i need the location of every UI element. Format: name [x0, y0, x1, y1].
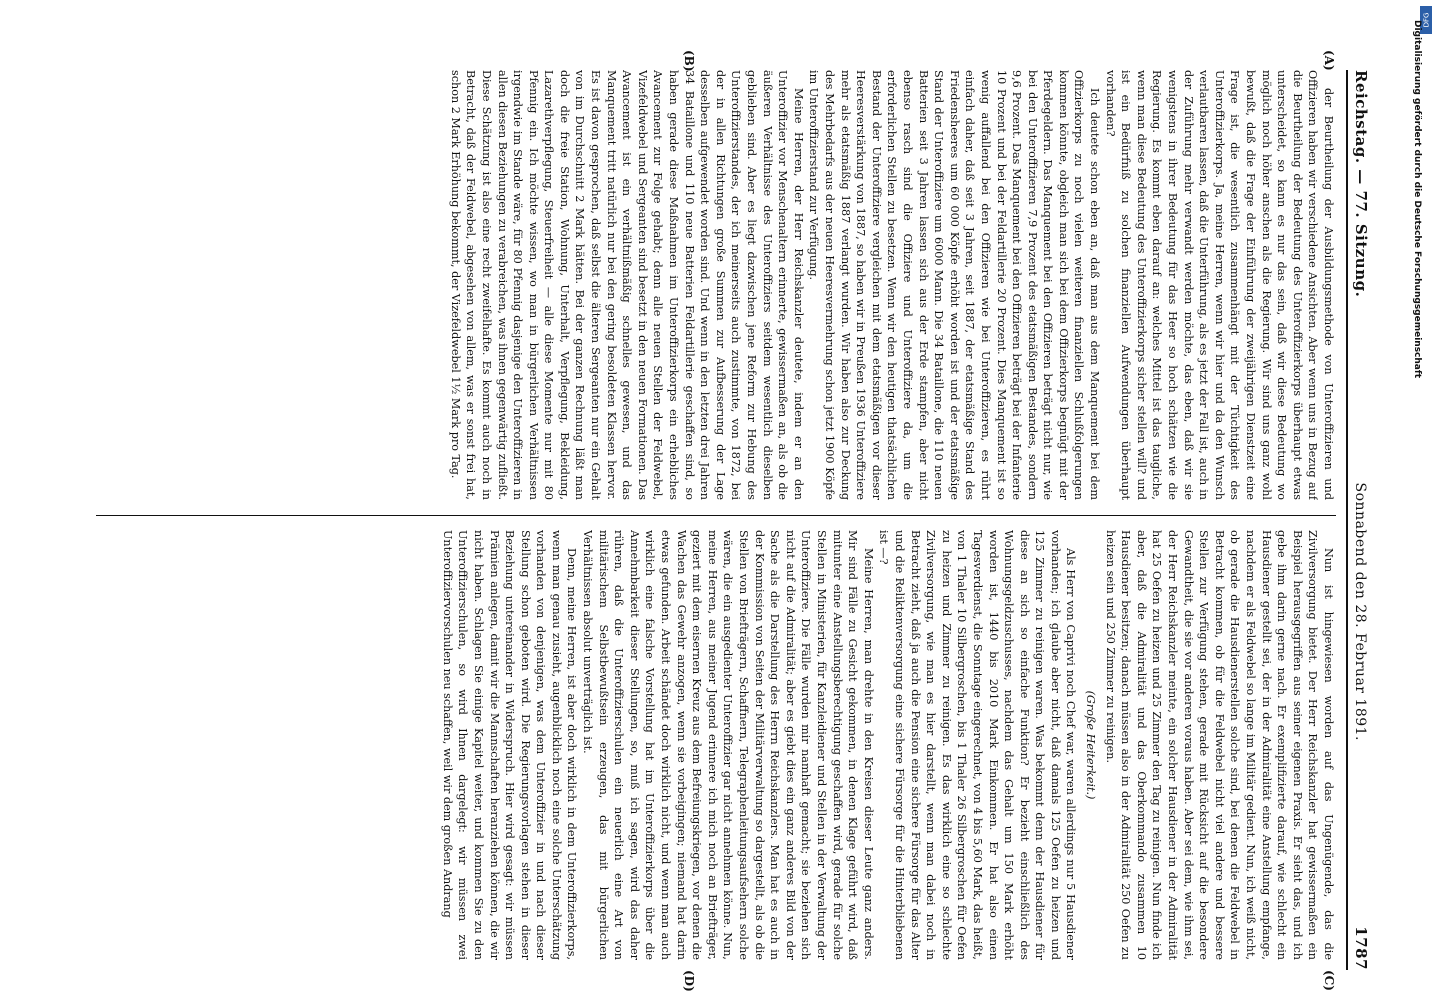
interjection: (Große Heiterkeit.): [1084, 690, 1098, 800]
text-column-right: [86, 530, 1336, 960]
paragraph: Als Herr von Caprivi noch Chef war, waren allerdings nur 5 Hausdiener vorhanden; ich glaube aber nicht, daß damals 125 Oefen zu heizen und 125 Zimmer zu reinigen waren. Was bekommt denn der Hausdiener für diese an sich so einfache Funktion? Er bezieht einschließlich des Wohnungsgeldzuschusses, nachdem das Gehalt um 150 Mark erhöht worden ist, 1440 bis 2010 Mark Einkommen. Er hat also einen Tagesverdienst, die Sonntage eingerechnet, von 4 bis 5,60 Mark, das heißt, von 1 Thaler 10 Silbergroschen, bis 1 Thaler 26 Silbergroschen für Oefen zu heizen und Zimmer zu reinigen. Es das wirklich eine so schlechte Zivilversorgung, wie man es hier darstellt, wenn man dabei noch in Betracht zieht, daß ja auch die Pension eine sichere Fürsorge für das Alter und die Reliktenversorgung eine sichere Fürsorge für die Hinterbliebenen ist —?: [877, 530, 1078, 960]
header-session: Reichstag. — 77. Sitzung.: [1352, 70, 1370, 298]
paragraph: der Beurtheilung der Ausbildungsmethode von Unteroffizieren und Offizieren haben wir verschiedene Ansichten. Aber wenn uns in Bezug auf die Beurtheilung der Bedeutung des Unteroffizierkorps überhaupt etwas unterscheidet, so kann es nur das sein, daß wir diese Bedeutung wo möglich noch höher anschen als die Regierung. Wir sind uns ganz wohl bewußt, daß die Frage der Einführung der zweijährigen Dienstzeit eine Frage ist, die wesentlich zusammenhängt mit der Tüchtigkeit des Unteroffizierkorps. Ja, meine Herren, wenn wir hier und da den Wunsch verlautbaren lassen, daß die Unterführung, als es jetzt der Fall ist, auch in der Zuführung mehr verwandt werden möchte, das eben, daß wir sie wenigstens in ihrer Bedeutung für das Heer so hoch schätzen wie die Regierung. Es kommt eben darauf an: welches Mittel ist das taugliche, wenn man diese Bedeutung des Unteroffizierkorps sicher stellen will? und ist ein Bedürfniß zu solchen finanziellen Aufwendungen überhaupt vorhanden?: [1103, 70, 1335, 500]
dfg-logo: DFG: [1420, 6, 1432, 34]
paragraph: Meine Herren, man drehte in den Kreisen dieser Leute ganz anders. Mir sind Fälle zu Gesicht gekommen, in denen Klage geführt wird, daß mitunter eine Anstellungsberechtigung geschaffen wird, gerade für solche Stellen in Ministerien, für Kanzleidiener und Stellen in der Verwaltung der Unteroffiziere. Die Fälle wurden mir namhaft gemacht; sie beziehen sich nicht auf die Admiralität; aber es giebt dies ein ganz anderes Bild von der Sache als die Darstellung des Herrn Reichskanzlers. Man hat es auch in der Kommission von Seiten der Militärverwaltung so dargestellt, als ob die Stellen von Briefträgern, Schaffnern, Telegraphenleitungsaufsehern solche wären, die ein ausgedienter Unteroffizier gar nicht annehmen könne. Nun, meine Herren, aus meiner Jugend erinnere ich mich noch an Briefträger, geziert mit dem eisernen Kreuz aus dem Befreiungskriegen, vor denen die Wachen das Gewehr anzogen, wenn sie vorbeigingen; niemand hat darin etwas gefunden. Arbeit schändet doch wirklich nicht, und wenn man auch wirklich eine falsche Vorstellung hat im Unteroffizierkorps über die Annehmbarkeit dieser Stellungen, so, muß ich sagen, wird das daher rühren, daß die Unteroffizierschulen ein neuerlich eine Art von militärischem Selbstbewußtsein erzeugen, das mit bürgerlichen Verhältnissen absolut unverträglich ist.: [581, 530, 875, 960]
margin-mark-c: (C): [1322, 970, 1336, 991]
rotated-page: [16, 0, 1416, 1000]
paragraph: Ich deutete schon eben an, daß man aus dem Manquement bei dem Offizierkorps zu noch vielen weiteren finanziellen Schlußfolgerungen kommen könnte, obgleich man sich bei dem Offizierkorps begnügt mit der Pferdegeldern. Das Manquement bei den Offizieren beträgt nicht nur, wie bei den Unteroffizieren 7,9 Prozent des etatsmäßigen Bestandes, sondern 9,6 Prozent. Das Manquement bei den Offizieren beträgt bei der Infanterie 10 Prozent und bei der Feldartillerie 20 Prozent. Dies Manquement ist so wenig auffallend bei den Offizieren wie bei Unteroffizieren, es rührt einfach daher, daß seit 3 Jahren, seit 1887, der etatsmäßige Stand des Friedensheeres um 60 000 Köpfe erhöht worden ist und der etatsmäßige Stand der Unteroffiziere um 6000 Mann. Die 34 Bataillone, die 110 neuen Batterien seit 3 Jahren lassen sich aus der Erde stampfen, aber nicht ebenso rasch sind die Offiziere und Unteroffiziere da, um die erforderlichen Stellen zu besetzen. Wenn wir den heutigen thatsächlichen Bestand der Unteroffiziere vergleichen mit dem etatsmäßigen vor dieser Heeresverstärkung von 1887, so haben wir in Preußen 1936 Unteroffiziere mehr als etatsmäßig 1887 verlangt wurden. Wir haben also zur Deckung des Mehrbedarfs aus der neuen Heeresvermehrung schon jetzt 1900 Köpfe im Unteroffizierstand zur Verfügung.: [807, 70, 1102, 500]
margin-mark-b: (B): [682, 50, 696, 72]
paragraph: Denn, meine Herren, ist aber doch wirklich in dem Unteroffizierkorps, wenn man genau zusieht, augenblicklich noch eine solche Unterschätzung vorhanden von denjenigen, was dem Unteroffizier in und nach dieser Stellung schon geboten wird. Die Regierungsvorlagen stehen in dieser Beziehung untereinander in Widerspruch. Hier wird gesagt: wir müssen Prämien anlegen, damit wir die Mannschaften heranziehen können, die wir nicht haben. Schlagen Sie einige Kapitel weiter, und kommen Sie zu den Unteroffizierschulen, so wird Ihnen dargelegt: wir müssen zwei Unteroffiziervorschulen neu schaffen, weil wir dem großen Andrang: [440, 530, 579, 960]
page-number: 1787: [1352, 926, 1370, 970]
margin-mark-d: (D): [682, 970, 696, 992]
header-date: Sonnabend den 28. Februar 1891.: [1352, 482, 1368, 742]
text-column-left: [86, 70, 1336, 500]
paragraph: Nun ist hingewiesen worden auf das Ungenügende, das die Zivilversorgung bietet. Der Herr Reichskanzler hat gewissermaßen ein Beispiel herausgegriffen aus seiner eigenen Praxis. Er sieht das, und ich gebe ihm darin gerne nach. Er exemplifizierte darauf, wie schlecht ein Hausdiener gestellt sei, der in der Admiralität eine Anstellung empfange, nachdem er als Feldwebel so lange im Militär gedient. Nun, ich weiß nicht, ob gerade die Hausdienerstellen solche sind, bei denen die Feldwebel in Betracht kommen, ob für die Feldwebel nicht viel andere und bessere Stellen zur Verfügung stehen, gerade mit Rücksicht auf die besondere Gewandtheit, die sie vor anderen voraus haben. Aber sei dem, wie ihm sei, der Herr Reichskanzler meinte, ein solcher Hausdiener in der Admiralität hat 25 Oefen zu heizen und 25 Zimmer den Tag zu reinigen. Nun finde ich aber, daß die Admiralität und das Oberkommando zusammen 10 Hausdiener besitzen; danach müssen also in der Admiralität 250 Oefen zu heizen sein und 250 Zimmer zu reinigen.: [1103, 530, 1335, 960]
page-header: [1346, 70, 1396, 970]
column-divider: [96, 515, 1336, 516]
margin-mark-a: (A): [1322, 50, 1336, 71]
paragraph: Meine Herren, der Herr Reichskanzler deutete, indem er an den Unteroffizier vor Menschenaltern erinnerte, gewissermaßen an, als ob die äußeren Verhältnisse des Unteroffiziers seitdem wesentlich dieselben geblieben sind. Aber es liegt dazwischen jene Reform zur Hebung des Unteroffizierstandes, der ich meinerseits auch zustimmte, von 1872, bei der in allen Richtungen große Summen zur Aufbesserung der Lage desselben aufgewendet worden sind. Und wenn in den letzten drei Jahren 34 Bataillone und 110 neue Batterien Feldartillerie geschaffen sind, so haben gerade diese Maßnahmen im Unteroffizierkorps ein erhebliches Avancement zur Folge gehabt; denn alle neuen Stellen der Feldwebel, Vizefeldwebel und Sergeanten sind besetzt in den neuen Formationen. Das Avancement ist ein verhältnißmäßig schnelles gewesen, und das Manquement tritt natürlich nur bei den gering besoldeten Klassen hervor. Es ist davon gesprochen, daß selbst die älteren Sergeanten nur ein Gehalt von im Durchschnitt 2 Mark hätten. Bei der ganzen Rechnung läßt man doch die freie Station, Wohnung, Unterhalt, Verpflegung, Bekleidung, Lazarethverpflegung, Steuerfreiheit — alle diese Momente nur mit 80 Pfennig ein. Ich möchte wissen, wo man in bürgerlichen Verhältnissen irgendwie im Stande wäre, für 80 Pfennig dasjenige den Unteroffizieren in allen diesen Beziehungen zu verabreichen, was ihnen gegenwärtig zufließt. Diese Schätzung ist also eine recht zweifelhafte. Es kommt auch noch in Betracht, daß der Feldwebel, abgesehen von allem, was er sonst frei hat, schon 2 Mark Erhöhung bekommt, der Vizefeldwebel 1½ Mark pro Tag.: [448, 70, 805, 500]
digitization-credit: Digitalisierung gefördert durch die Deutsche Forschungsgemeinschaft: [1412, 20, 1422, 379]
